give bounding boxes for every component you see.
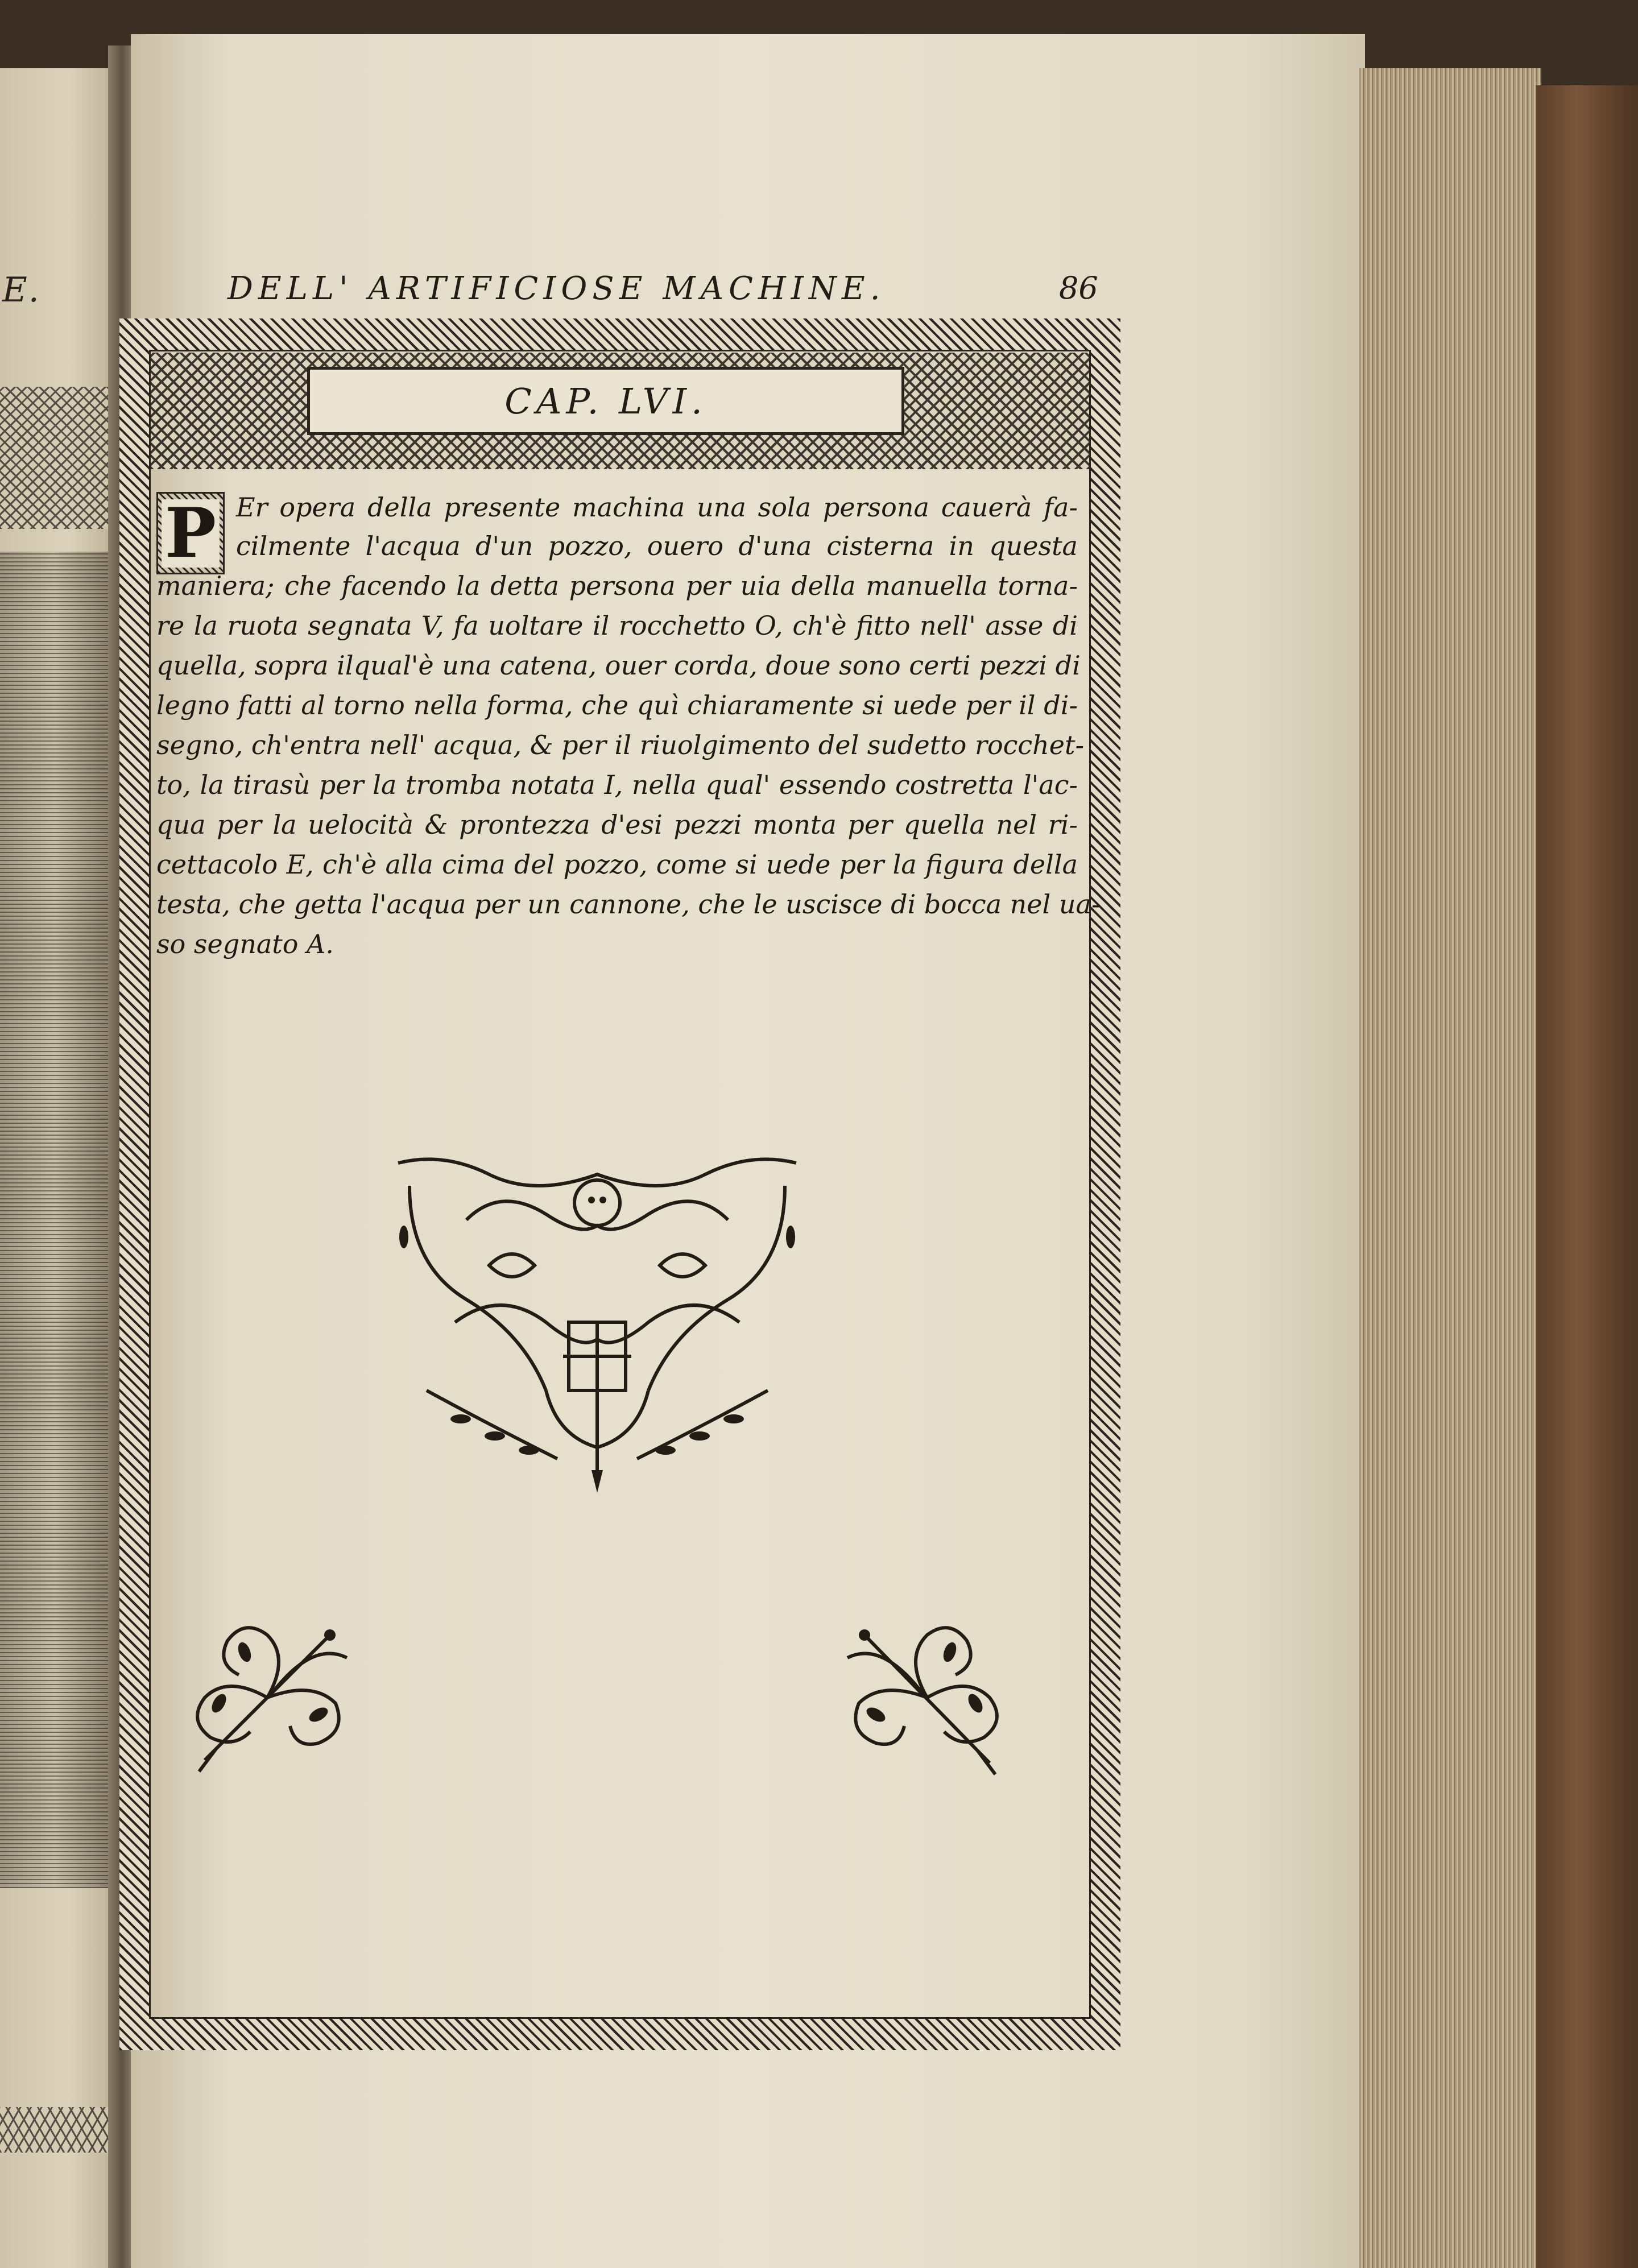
drop-cap-letter: P [162, 499, 220, 568]
text-line: testa, che getta l'acqua per un cannone, che le uscisce di bocca nel ua- [156, 889, 1101, 920]
chapter-title: CAP. LVI. [504, 380, 707, 422]
running-head: DELL' ARTIFICIOSE MACHINE. [228, 270, 886, 307]
left-page-engraving [0, 552, 110, 1888]
chapter-title-box [307, 367, 904, 435]
ornamental-tailpiece-icon [375, 1152, 819, 1504]
text-line: legno fatti al torno nella forma, che quì chiaramente si uede per il di- [156, 690, 1078, 721]
left-page-heading-fragment: E. [2, 270, 40, 310]
fleuron-icon [833, 1615, 1012, 1780]
fleuron-icon [182, 1618, 358, 1777]
text-line: segno, ch'entra nell' acqua, & per il riuolgimento del sudetto rocchet- [156, 730, 1085, 760]
drop-cap [156, 492, 225, 574]
text-line: cilmente l'acqua d'un pozzo, ouero d'una cisterna in questa [236, 531, 1078, 561]
text-line: qua per la uelocità & prontezza d'esi pezzi monta per quella nel ri- [156, 809, 1078, 840]
text-line: re la ruota segnata V, fa uoltare il rocchetto O, ch'è fitto nell' asse di [156, 610, 1078, 641]
text-line: so segnato A. [156, 929, 334, 959]
left-page-ornament-border [0, 387, 111, 529]
text-line: quella, sopra ilqual'è una catena, ouer corda, doue sono certi pezzi di [156, 650, 1081, 681]
left-page-bottom-ornament [0, 2107, 111, 2153]
text-line: maniera; che facendo la detta persona per uia della manuella torna- [156, 570, 1078, 601]
text-line: to, la tirasù per la tromba notata I, nella qual' essendo costretta l'ac- [156, 769, 1078, 800]
left-page [0, 68, 114, 2268]
page-number: 86 [1059, 270, 1098, 306]
book-cover [1536, 85, 1638, 2268]
text-line: cettacolo E, ch'è alla cima del pozzo, come si uede per la figura della [156, 849, 1078, 880]
text-line: Er opera della presente machina una sola persona cauerà fa- [236, 492, 1078, 523]
page-edges [1359, 68, 1541, 2268]
